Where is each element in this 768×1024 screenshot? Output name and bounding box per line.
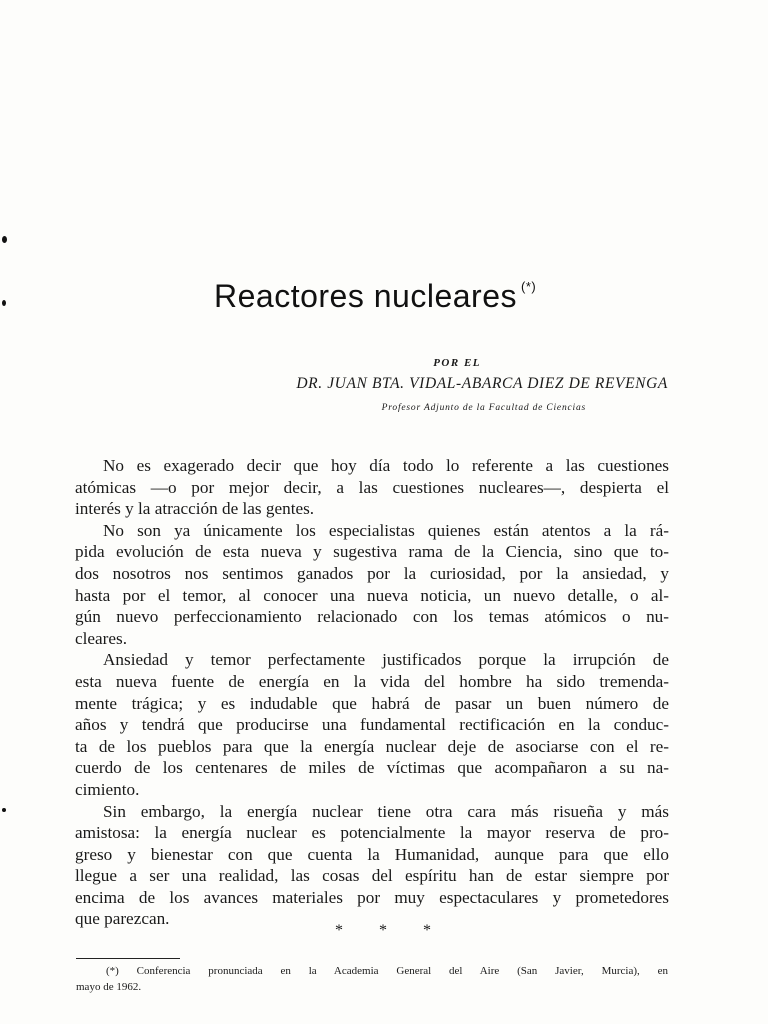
body-line: No es exagerado decir que hoy día todo lo referente a las cuestiones — [103, 456, 669, 475]
body-line: Ansiedad y temor perfectamente justificados porque la irrupción de — [103, 650, 669, 670]
byline-prefix: POR EL — [433, 357, 481, 369]
body-line: que parezcan. — [75, 909, 170, 929]
body-line: amistosa: la energía nuclear es potencialmente la mayor reserva de pro- — [75, 823, 669, 843]
article-title — [214, 278, 536, 315]
footnote-reference-mark: (*) — [520, 279, 537, 294]
section-separator: * * * — [335, 922, 447, 939]
body-line: llegue a ser una realidad, las cosas del espíritu han de estar siempre por — [75, 866, 669, 886]
scan-speck — [2, 808, 6, 812]
scan-speck — [2, 236, 7, 243]
body-line: cleares. — [75, 628, 127, 648]
body-line: encima de los avances materiales por muy espectaculares y prometedores — [75, 887, 669, 907]
author-affiliation: Profesor Adjunto de la Facultad de Ciencias — [381, 403, 586, 413]
scan-speck — [2, 300, 6, 306]
body-line: greso y bienestar con que cuenta la Humanidad, aunque para que ello — [75, 844, 669, 864]
body-line: dos nosotros nos sentimos ganados por la curiosidad, por la ansiedad, y — [75, 563, 669, 583]
body-line: hasta por el temor, al conocer una nueva noticia, un nuevo detalle, o al- — [75, 585, 669, 605]
body-line: cuerdo de los centenares de miles de víctimas que acompañaron a su na- — [75, 758, 669, 778]
article-body — [75, 455, 669, 930]
body-line: mente trágica; y es indudable que habrá de pasar un buen número de — [75, 693, 669, 713]
footnote-line: mayo de 1962. — [76, 981, 142, 993]
body-line: No son ya únicamente los especialistas quienes están atentos a la rá- — [103, 520, 669, 540]
body-line: ta de los pueblos para que la energía nuclear deje de asociarse con el re- — [75, 736, 669, 756]
body-line: gún nuevo perfeccionamiento relacionado con los temas atómicos o nu- — [75, 607, 669, 627]
footnote-line: (*) Conferencia pronunciada en la Academia General del Aire (San Javier, Murcia), en — [106, 965, 668, 977]
body-line: cimiento. — [75, 779, 140, 799]
article-title-text: Reactores nucleares — [214, 278, 517, 314]
footnote — [76, 963, 668, 995]
author-name: DR. JUAN BTA. VIDAL-ABARCA DIEZ DE REVENGA — [296, 375, 668, 392]
footnote-rule — [76, 958, 180, 959]
body-line: Sin embargo, la energía nuclear tiene otra cara más risueña y más — [103, 801, 669, 821]
body-line: atómicas —o por mejor decir, a las cuestiones nucleares—, despierta el — [75, 477, 669, 497]
body-line: interés y la atracción de las gentes. — [75, 499, 315, 519]
body-line: esta nueva fuente de energía en la vida del hombre ha sido tremenda- — [75, 671, 669, 691]
body-line: pida evolución de esta nueva y sugestiva rama de la Ciencia, sino que to- — [75, 542, 669, 562]
body-line: años y tendrá que producirse una fundamental rectificación en la conduc- — [75, 715, 669, 735]
